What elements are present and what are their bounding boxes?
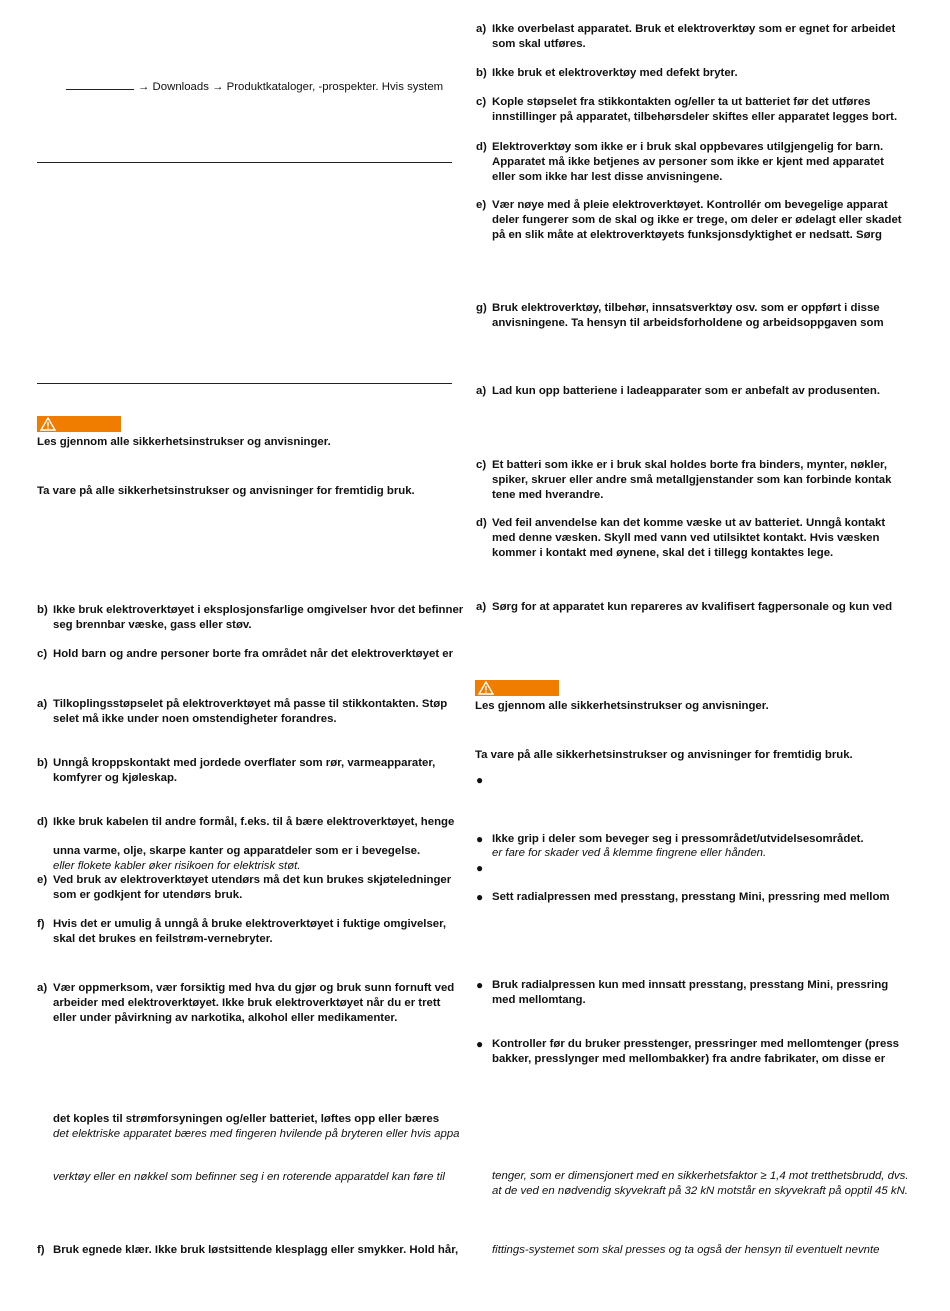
fragment-line-italic: fittings-systemet som skal presses og ta også der hensyn til eventuelt nevnte — [492, 1244, 880, 1256]
bullet: ● — [476, 773, 484, 787]
item-line: Et batteri som ikke er i bruk skal holdes borte fra binders, mynter, nøkler, — [492, 459, 888, 471]
bullet: ● — [476, 890, 484, 904]
bullet-line: bakker, presslynger med mellombakker) fra andre fabrikater, om disse er — [492, 1053, 886, 1065]
bullet-line: Kontroller før du bruker presstenger, pressringer med mellomtenger (press — [492, 1038, 900, 1050]
read-all-instructions: Les gjennom alle sikkerhetsinstrukser og anvisninger. — [475, 700, 769, 712]
item-label: a) — [37, 982, 48, 994]
item-line: på en slik måte at elektroverktøyets funksjonsdyktighet er nedsatt. Sørg — [492, 229, 882, 241]
item-line: Tilkoplingsstøpselet på elektroverktøyet må passe til stikkontakten. Støp — [53, 698, 448, 710]
item-line: eller som ikke har lest disse anvisningene. — [492, 171, 723, 183]
item-line: som er godkjent for utendørs bruk. — [53, 889, 243, 901]
item-line-italic: eller flokete kabler øker risikoen for elektrisk støt. — [53, 860, 301, 872]
item-label: a) — [37, 698, 48, 710]
item-label: f) — [37, 918, 45, 930]
bullet: ● — [476, 861, 484, 875]
item-line: som skal utføres. — [492, 38, 586, 50]
warning-banner — [37, 416, 121, 432]
bullet: ● — [476, 1037, 484, 1051]
bullet: ● — [476, 832, 484, 846]
item-line: Lad kun opp batteriene i ladeapparater som er anbefalt av produsenten. — [492, 385, 881, 397]
bullet-line: Sett radialpressen med presstang, presstang Mini, pressring med mellom — [492, 891, 890, 903]
item-line: eller under påvirkning av narkotika, alkohol eller medikamenter. — [53, 1012, 398, 1024]
item-label: a) — [476, 385, 487, 397]
item-label: d) — [37, 816, 48, 828]
bullet-line: Ikke grip i deler som beveger seg i pressområdet/utvidelsesområdet. — [492, 833, 864, 845]
item-line: Ved feil anvendelse kan det komme væske ut av batteriet. Unngå kontakt — [492, 517, 886, 529]
divider — [37, 162, 452, 163]
item-label: c) — [476, 96, 487, 108]
item-line: Bruk egnede klær. Ikke bruk løstsittende klesplagg eller smykker. Hold hår, — [53, 1244, 459, 1256]
bullet-line: Bruk radialpressen kun med innsatt presstang, presstang Mini, pressring — [492, 979, 889, 991]
bullet-line: med mellomtang. — [492, 994, 586, 1006]
item-label: b) — [37, 604, 48, 616]
item-line: Vær oppmerksom, vær forsiktig med hva du gjør og bruk sunn fornuft ved — [53, 982, 455, 994]
bullet: ● — [476, 978, 484, 992]
item-line: med denne væsken. Skyll med vann ved utilsiktet kontakt. Hvis væsken — [492, 532, 880, 544]
item-label: a) — [476, 601, 487, 613]
item-line: deler fungerer som de skal og ikke er trege, om deler er ødelagt eller skadet — [492, 214, 902, 226]
item-label: e) — [37, 874, 48, 886]
item-line: innstillinger på apparatet, tilbehørsdeler skiftes eller apparatet legges bort. — [492, 111, 898, 123]
item-line: Elektroverktøy som ikke er i bruk skal oppbevares utilgjengelig for barn. — [492, 141, 884, 153]
fragment-line-italic: det elektriske apparatet bæres med fingeren hvilende på bryteren eller hvis appa — [53, 1128, 460, 1140]
item-line: kommer i kontakt med øynene, skal det i tillegg kontaktes lege. — [492, 547, 834, 559]
keep-all-instructions: Ta vare på alle sikkerhetsinstrukser og anvisninger for fremtidig bruk. — [37, 485, 415, 497]
item-line: Vær nøye med å pleie elektroverktøyet. Kontrollér om bevegelige apparat — [492, 199, 888, 211]
item-line: Ikke overbelast apparatet. Bruk et elektroverktøy som er egnet for arbeidet — [492, 23, 896, 35]
item-label: b) — [476, 67, 487, 79]
item-line: arbeider med elektroverktøyet. Ikke bruk elektroverktøyet når du er trett — [53, 997, 441, 1009]
fragment-line: det koples til strømforsyningen og/eller batteriet, løftes opp eller bæres — [53, 1113, 440, 1125]
item-label: c) — [476, 459, 487, 471]
item-label: a) — [476, 23, 487, 35]
item-line: anvisningene. Ta hensyn til arbeidsforholdene og arbeidsoppgaven som — [492, 317, 884, 329]
item-line: selet må ikke under noen omstendigheter forandres. — [53, 713, 337, 725]
item-line: Apparatet må ikke betjenes av personer som ikke er kjent med apparatet — [492, 156, 884, 168]
item-line: Unngå kroppskontakt med jordede overflater som rør, varmeapparater, — [53, 757, 436, 769]
item-line: Hvis det er umulig å unngå å bruke elektroverktøyet i fuktige omgivelser, — [53, 918, 447, 930]
item-line: Hold barn og andre personer borte fra området når det elektroverktøyet er — [53, 648, 454, 660]
warning-icon — [478, 681, 494, 695]
blank-underline — [66, 79, 134, 90]
item-line: spiker, skruer eller andre små metallgjenstander som kan forbinde kontak — [492, 474, 892, 486]
keep-all-instructions: Ta vare på alle sikkerhetsinstrukser og anvisninger for fremtidig bruk. — [475, 749, 853, 761]
bullet-line-italic: er fare for skader ved å klemme fingrene eller hånden. — [492, 847, 767, 859]
item-label: f) — [37, 1244, 45, 1256]
item-line: tene med hverandre. — [492, 489, 604, 501]
read-all-instructions: Les gjennom alle sikkerhetsinstrukser og anvisninger. — [37, 436, 331, 448]
downloads-path: → Downloads → Produktkataloger, -prospekter. Hvis system — [66, 79, 443, 95]
fragment-line-italic: tenger, som er dimensjonert med en sikkerhetsfaktor ≥ 1,4 mot tretthetsbrudd, dvs. — [492, 1170, 909, 1182]
item-label: d) — [476, 141, 487, 153]
item-line: skal det brukes en feilstrøm-vernebryter. — [53, 933, 273, 945]
fragment-line-italic: verktøy eller en nøkkel som befinner seg i en roterende apparatdel kan føre til — [53, 1171, 445, 1183]
item-label: d) — [476, 517, 487, 529]
item-line: Bruk elektroverktøy, tilbehør, innsatsverktøy osv. som er oppført i disse — [492, 302, 880, 314]
item-line: komfyrer og kjøleskap. — [53, 772, 178, 784]
item-line: Ikke bruk et elektroverktøy med defekt bryter. — [492, 67, 738, 79]
item-label: g) — [476, 302, 487, 314]
warning-icon — [40, 417, 56, 431]
item-line: seg brennbar væske, gass eller støv. — [53, 619, 252, 631]
divider — [37, 383, 452, 384]
item-label: e) — [476, 199, 487, 211]
item-label: b) — [37, 757, 48, 769]
item-line: Ikke bruk kabelen til andre formål, f.eks. til å bære elektroverktøyet, henge — [53, 816, 455, 828]
item-line: Ved bruk av elektroverktøyet utendørs må det kun brukes skjøteledninger — [53, 874, 452, 886]
fragment-line-italic: at de ved en nødvendig skyvekraft på 32 kN motstår en skyvekraft på opptil 45 kN. — [492, 1185, 908, 1197]
item-line: Sørg for at apparatet kun repareres av kvalifisert fagpersonale og kun ved — [492, 601, 893, 613]
warning-banner — [475, 680, 559, 696]
item-label: c) — [37, 648, 48, 660]
item-line: unna varme, olje, skarpe kanter og apparatdeler som er i bevegelse. — [53, 845, 421, 857]
item-line: Kople støpselet fra stikkontakten og/eller ta ut batteriet før det utføres — [492, 96, 871, 108]
item-line: Ikke bruk elektroverktøyet i eksplosjonsfarlige omgivelser hvor det befinner — [53, 604, 464, 616]
